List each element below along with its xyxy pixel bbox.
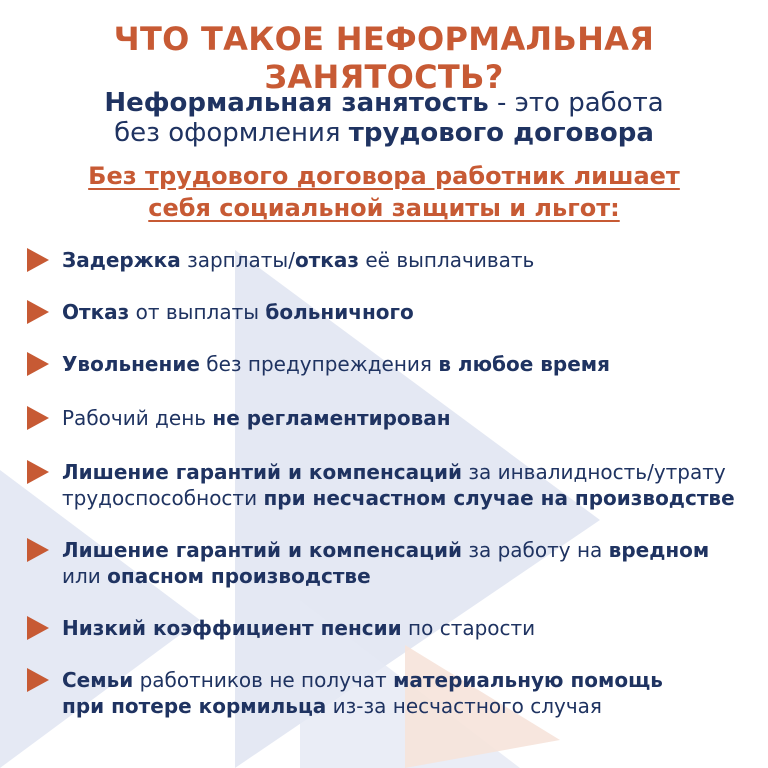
lead-text-2: без оформления — [114, 118, 349, 148]
item-text: за инвалидность/утрату — [462, 460, 726, 484]
item-bold: Отказ — [62, 300, 130, 324]
item-bold: Низкий коэффициент пенсии — [62, 616, 402, 640]
list-item-text — [62, 299, 762, 325]
item-text: из-за несчастного случая — [326, 694, 602, 718]
item-bold: вредном — [608, 538, 710, 562]
play-bullet-icon — [27, 248, 49, 272]
item-text: её выплачивать — [359, 248, 535, 272]
item-text: или — [62, 564, 108, 588]
list-item-text — [62, 459, 762, 511]
play-bullet-icon — [27, 352, 49, 376]
play-bullet-icon — [27, 300, 49, 324]
item-text: за работу на — [462, 538, 609, 562]
item-bold: опасном производстве — [107, 564, 371, 588]
item-bold: Задержка — [62, 248, 181, 272]
item-bold: Семьи — [62, 668, 134, 692]
item-text: Рабочий день — [62, 406, 213, 430]
item-text: от выплаты — [129, 300, 266, 324]
play-bullet-icon — [27, 538, 49, 562]
list-item-text — [62, 351, 762, 377]
play-bullet-icon — [27, 616, 49, 640]
list-item-text — [62, 247, 762, 273]
item-bold: в любое время — [438, 352, 610, 376]
item-text: без предупреждения — [199, 352, 439, 376]
play-bullet-icon — [27, 406, 49, 430]
item-bold: не регламентирован — [212, 406, 451, 430]
list-item-text — [62, 615, 762, 641]
list-item-text — [62, 405, 762, 431]
lead-term-2: трудового договора — [348, 118, 654, 148]
play-bullet-icon — [27, 460, 49, 484]
page-title: ЧТО ТАКОЕ НЕФОРМАЛЬНАЯ ЗАНЯТОСТЬ? — [113, 20, 655, 96]
item-bold: материальную помощь — [393, 668, 663, 692]
item-bold: отказ — [294, 248, 359, 272]
item-bold: при несчастном случае на производстве — [263, 486, 735, 510]
play-bullet-icon — [27, 668, 49, 692]
item-bold: при потере кормильца — [62, 694, 327, 718]
lead-text-1: - это работа — [488, 88, 664, 118]
list-item-text — [62, 537, 762, 589]
item-text: по старости — [401, 616, 536, 640]
item-text: работников не получат — [133, 668, 394, 692]
item-bold: Лишение гарантий и компенсаций — [62, 538, 462, 562]
item-bold: больничного — [265, 300, 414, 324]
item-text: зарплаты/ — [180, 248, 295, 272]
item-text: трудоспособности — [62, 486, 264, 510]
item-bold: Увольнение — [62, 352, 200, 376]
lead-term: Неформальная занятость — [104, 88, 489, 118]
subheading-line-2: себя социальной защиты и льгот: — [148, 194, 620, 222]
list-item-text — [62, 667, 762, 719]
item-bold: Лишение гарантий и компенсаций — [62, 460, 462, 484]
subheading-line-1: Без трудового договора работник лишает — [88, 162, 680, 190]
